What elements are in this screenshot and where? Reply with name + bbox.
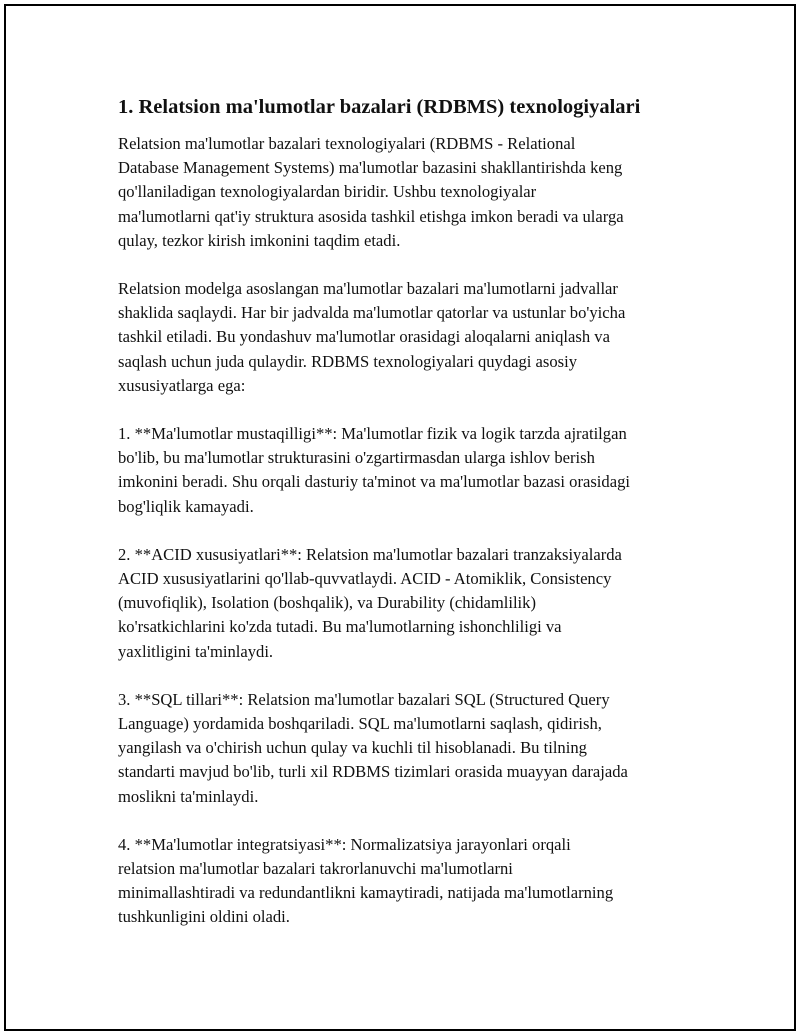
- text-line: 4. **Ma'lumotlar integratsiyasi**: Normalizatsiya jarayonlari orqali: [118, 834, 571, 854]
- text-line: relatsion ma'lumotlar bazalari takrorlanuvchi ma'lumotlarni: [118, 859, 513, 879]
- text-line: ACID xususiyatlarini qo'llab-quvvatlaydi. ACID - Atomiklik, Consistency: [118, 569, 612, 589]
- document-body: [118, 94, 698, 954]
- text-line: standarti mavjud bo'lib, turli xil RDBMS tizimlari orasida muayyan darajada: [118, 762, 628, 782]
- text-line: 2. **ACID xususiyatlari**: Relatsion ma'lumotlar bazalari tranzaksiyalarda: [118, 544, 622, 564]
- text-line: 3. **SQL tillari**: Relatsion ma'lumotlar bazalari SQL (Structured Query: [118, 689, 610, 709]
- text-line: Database Management Systems) ma'lumotlar bazasini shakllantirishda keng: [118, 158, 623, 178]
- text-line: bog'liqlik kamayadi.: [118, 496, 254, 516]
- paragraph-intro: [118, 132, 698, 253]
- paragraph-acid: [118, 543, 698, 664]
- paragraph-sql: [118, 688, 698, 809]
- text-line: yaxlitligini ta'minlaydi.: [118, 641, 274, 661]
- text-line: 1. **Ma'lumotlar mustaqilligi**: Ma'lumotlar fizik va logik tarzda ajratilgan: [118, 424, 627, 444]
- text-line: Relatsion ma'lumotlar bazalari texnologiyalari (RDBMS - Relational: [118, 134, 576, 153]
- text-line: qo'llaniladigan texnologiyalardan biridir. Ushbu texnologiyalar: [118, 182, 537, 202]
- text-line: minimallashtiradi va redundantlikni kamaytiradi, natijada ma'lumotlarning: [118, 883, 614, 903]
- paragraph-integration: [118, 833, 698, 930]
- text-line: imkonini beradi. Shu orqali dasturiy ta'minot va ma'lumotlar bazasi orasidagi: [118, 472, 630, 492]
- paragraph-data-independence: [118, 422, 698, 519]
- text-line: xususiyatlarga ega:: [118, 375, 246, 395]
- paragraph-relational-model: [118, 277, 698, 398]
- text-line: ko'rsatkichlarini ko'zda tutadi. Bu ma'lumotlarning ishonchliligi va: [118, 617, 562, 637]
- text-line: tushkunligini oldini oladi.: [118, 907, 290, 927]
- text-line: saqlash uchun juda qulaydir. RDBMS texnologiyalari quydagi asosiy: [118, 351, 578, 371]
- text-line: moslikni ta'minlaydi.: [118, 786, 259, 806]
- text-line: yangilash va o'chirish uchun qulay va kuchli til hisoblanadi. Bu tilning: [118, 738, 587, 758]
- text-line: Relatsion modelga asoslangan ma'lumotlar bazalari ma'lumotlarni jadvallar: [118, 279, 618, 299]
- text-line: shaklida saqlaydi. Har bir jadvalda ma'lumotlar qatorlar va ustunlar bo'yicha: [118, 303, 626, 323]
- text-line: bo'lib, bu ma'lumotlar strukturasini o'zgartirmasdan ularga ishlov berish: [118, 448, 595, 468]
- text-line: qulay, tezkor kirish imkonini taqdim etadi.: [118, 230, 401, 250]
- text-line: tashkil etiladi. Bu yondashuv ma'lumotlar orasidagi aloqalarni aniqlash va: [118, 327, 610, 347]
- text-line: Language) yordamida boshqariladi. SQL ma'lumotlarni saqlash, qidirish,: [118, 714, 602, 734]
- text-line: ma'lumotlarni qat'iy struktura asosida tashkil etishga imkon beradi va ularga: [118, 206, 624, 226]
- text-line: (muvofiqlik), Isolation (boshqalik), va Durability (chidamlilik): [118, 593, 536, 613]
- section-heading: 1. Relatsion ma'lumotlar bazalari (RDBMS) texnologiyalari: [118, 96, 641, 118]
